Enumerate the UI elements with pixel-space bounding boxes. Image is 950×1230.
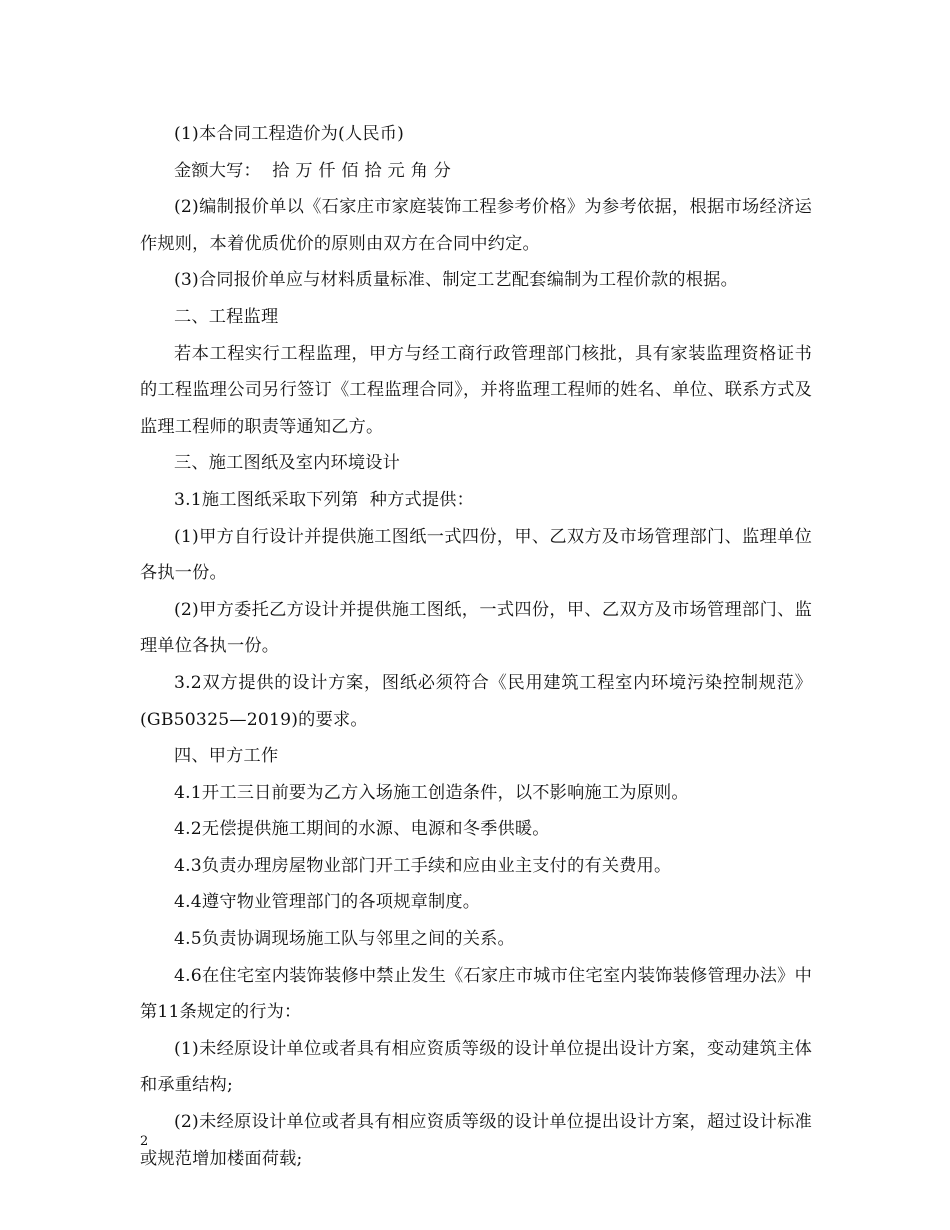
paragraph-quote-standard: (3)合同报价单应与材料质量标准、制定工艺配套编制为工程价款的根据。 [174, 270, 738, 291]
paragraph-3-1: 3.1施工图纸采取下列第 种方式提供： [174, 489, 475, 510]
paragraph-4-5: 4.5负责协调现场施工队与邻里之间的关系。 [174, 929, 515, 950]
section-heading-drawings: 三、施工图纸及室内环境设计 [174, 453, 401, 474]
paragraph-cost: (1)本合同工程造价为(人民币) [174, 124, 405, 144]
document-body [140, 116, 812, 1177]
paragraph-4-6: 4.6在住宅室内装饰装修中禁止发生《石家庄市城市住宅室内装饰装修管理办法》中第11条规定的行为： [140, 965, 812, 1023]
paragraph-3-2: 3.2双方提供的设计方案，图纸必须符合《民用建筑工程室内环境污染控制规范》(GB50325—2019)的要求。 [140, 672, 812, 730]
paragraph-4-6-item-2: (2)未经原设计单位或者具有相应资质等级的设计单位提出设计方案，超过设计标准或规范增加楼面荷载; [140, 1112, 812, 1169]
section-heading-party-a: 四、甲方工作 [174, 746, 279, 767]
paragraph-amount-words: 金额大写： 拾 万 仟 佰 拾 元 角 分 [174, 160, 452, 181]
paragraph-4-3: 4.3负责办理房屋物业部门开工手续和应由业主支付的有关费用。 [174, 855, 672, 876]
paragraph-3-1-option-2: (2)甲方委托乙方设计并提供施工图纸，一式四份，甲、乙双方及市场管理部门、监理单位各执一份。 [140, 599, 812, 657]
paragraph-3-1-option-1: (1)甲方自行设计并提供施工图纸一式四份，甲、乙双方及市场管理部门、监理单位各执一份。 [140, 526, 812, 584]
paragraph-supervision: 若本工程实行工程监理，甲方与经工商行政管理部门核批，具有家装监理资格证书的工程监理公司另行签订《工程监理合同》，并将监理工程师的姓名、单位、联系方式及监理工程师的职责等通知乙方。 [140, 343, 812, 437]
paragraph-4-2: 4.2无偿提供施工期间的水源、电源和冬季供暖。 [174, 819, 550, 840]
paragraph-4-6-item-1: (1)未经原设计单位或者具有相应资质等级的设计单位提出设计方案，变动建筑主体和承重结构; [140, 1038, 812, 1096]
section-heading-supervision: 二、工程监理 [174, 306, 279, 327]
paragraph-4-1: 4.1开工三日前要为乙方入场施工创造条件，以不影响施工为原则。 [174, 782, 689, 803]
paragraph-quote-basis: (2)编制报价单以《石家庄市家庭装饰工程参考价格》为参考依据，根据市场经济运作规则，本着优质优价的原则由双方在合同中约定。 [140, 197, 812, 254]
paragraph-4-4: 4.4遵守物业管理部门的各项规章制度。 [174, 892, 481, 913]
page-number: 2 [140, 1134, 149, 1149]
